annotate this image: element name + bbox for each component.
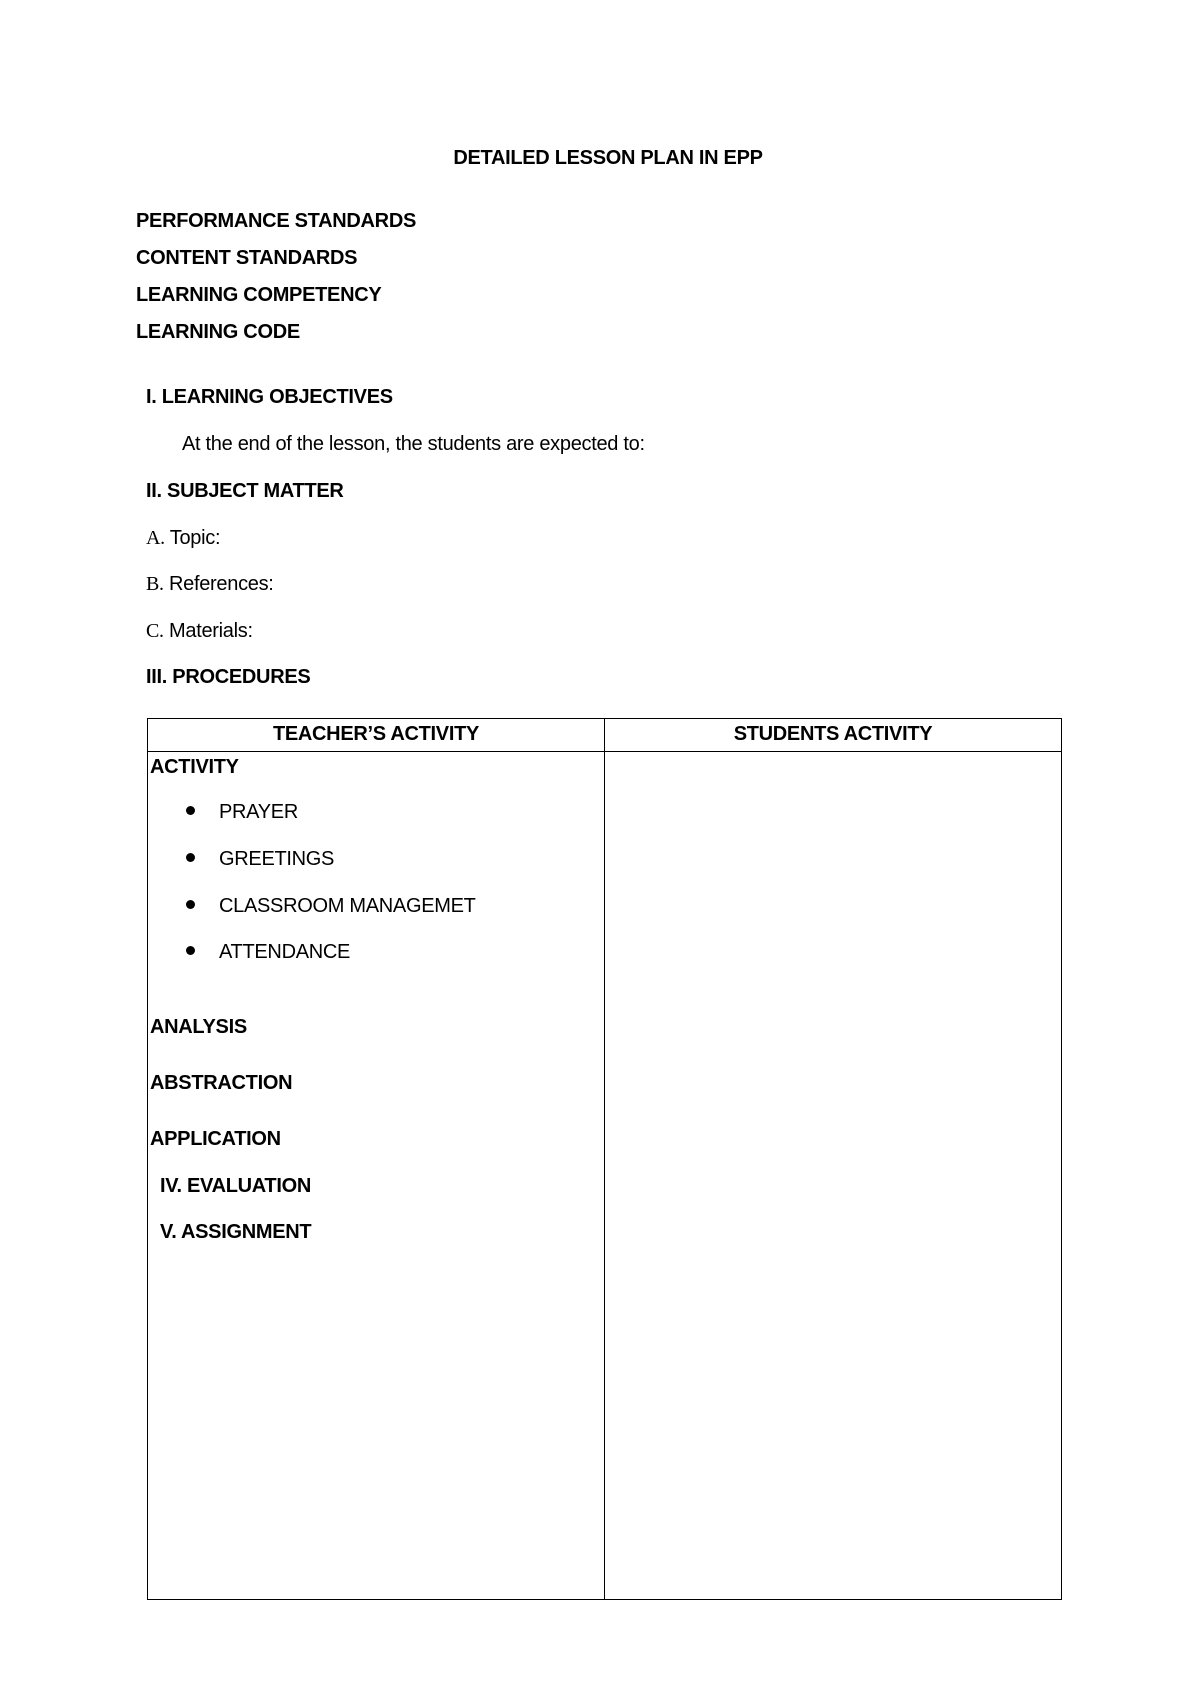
list-item-text: PRAYER	[219, 801, 298, 823]
subject-item-label: Materials:	[169, 620, 253, 642]
analysis-label: ANALYSIS	[150, 1016, 247, 1038]
objectives-intro-text: At the end of the lesson, the students are expected to:	[182, 433, 645, 455]
assignment-heading: V. ASSIGNMENT	[160, 1221, 312, 1243]
subject-item-label: Topic:	[169, 527, 221, 549]
learning-objectives-heading: I. LEARNING OBJECTIVES	[146, 386, 393, 408]
application-label: APPLICATION	[150, 1128, 281, 1150]
list-item	[186, 848, 334, 871]
activity-label: ACTIVITY	[150, 756, 239, 778]
subject-item-letter: B.	[146, 573, 164, 595]
bullet-icon	[186, 853, 195, 862]
learning-competency-label: LEARNING COMPETENCY	[136, 284, 382, 306]
list-item-text: CLASSROOM MANAGEMET	[219, 895, 476, 917]
bullet-icon	[186, 900, 195, 909]
subject-item-letter: C.	[146, 620, 164, 642]
evaluation-heading: IV. EVALUATION	[160, 1175, 312, 1197]
list-item	[186, 801, 298, 824]
list-item	[186, 895, 476, 918]
list-item-text: ATTENDANCE	[219, 941, 351, 963]
list-item	[186, 941, 350, 964]
subject-item-references	[146, 573, 274, 596]
procedures-heading: III. PROCEDURES	[146, 666, 311, 688]
teachers-activity-header: TEACHER’S ACTIVITY	[272, 723, 480, 745]
subject-item-materials	[146, 620, 253, 643]
table-header-divider	[148, 751, 1061, 752]
subject-item-topic	[146, 527, 220, 550]
list-item-text: GREETINGS	[219, 848, 335, 870]
learning-code-label: LEARNING CODE	[136, 321, 300, 343]
table-column-divider	[604, 719, 605, 1599]
procedures-table	[147, 718, 1062, 1600]
bullet-icon	[186, 806, 195, 815]
content-standards-label: CONTENT STANDARDS	[136, 247, 358, 269]
subject-item-label: References:	[169, 573, 274, 595]
performance-standards-label: PERFORMANCE STANDARDS	[136, 210, 416, 232]
subject-matter-heading: II. SUBJECT MATTER	[146, 480, 344, 502]
bullet-icon	[186, 946, 195, 955]
abstraction-label: ABSTRACTION	[150, 1072, 293, 1094]
document-title: DETAILED LESSON PLAN IN EPP	[453, 147, 763, 169]
subject-item-letter: A.	[146, 527, 165, 549]
students-activity-header: STUDENTS ACTIVITY	[733, 723, 933, 745]
